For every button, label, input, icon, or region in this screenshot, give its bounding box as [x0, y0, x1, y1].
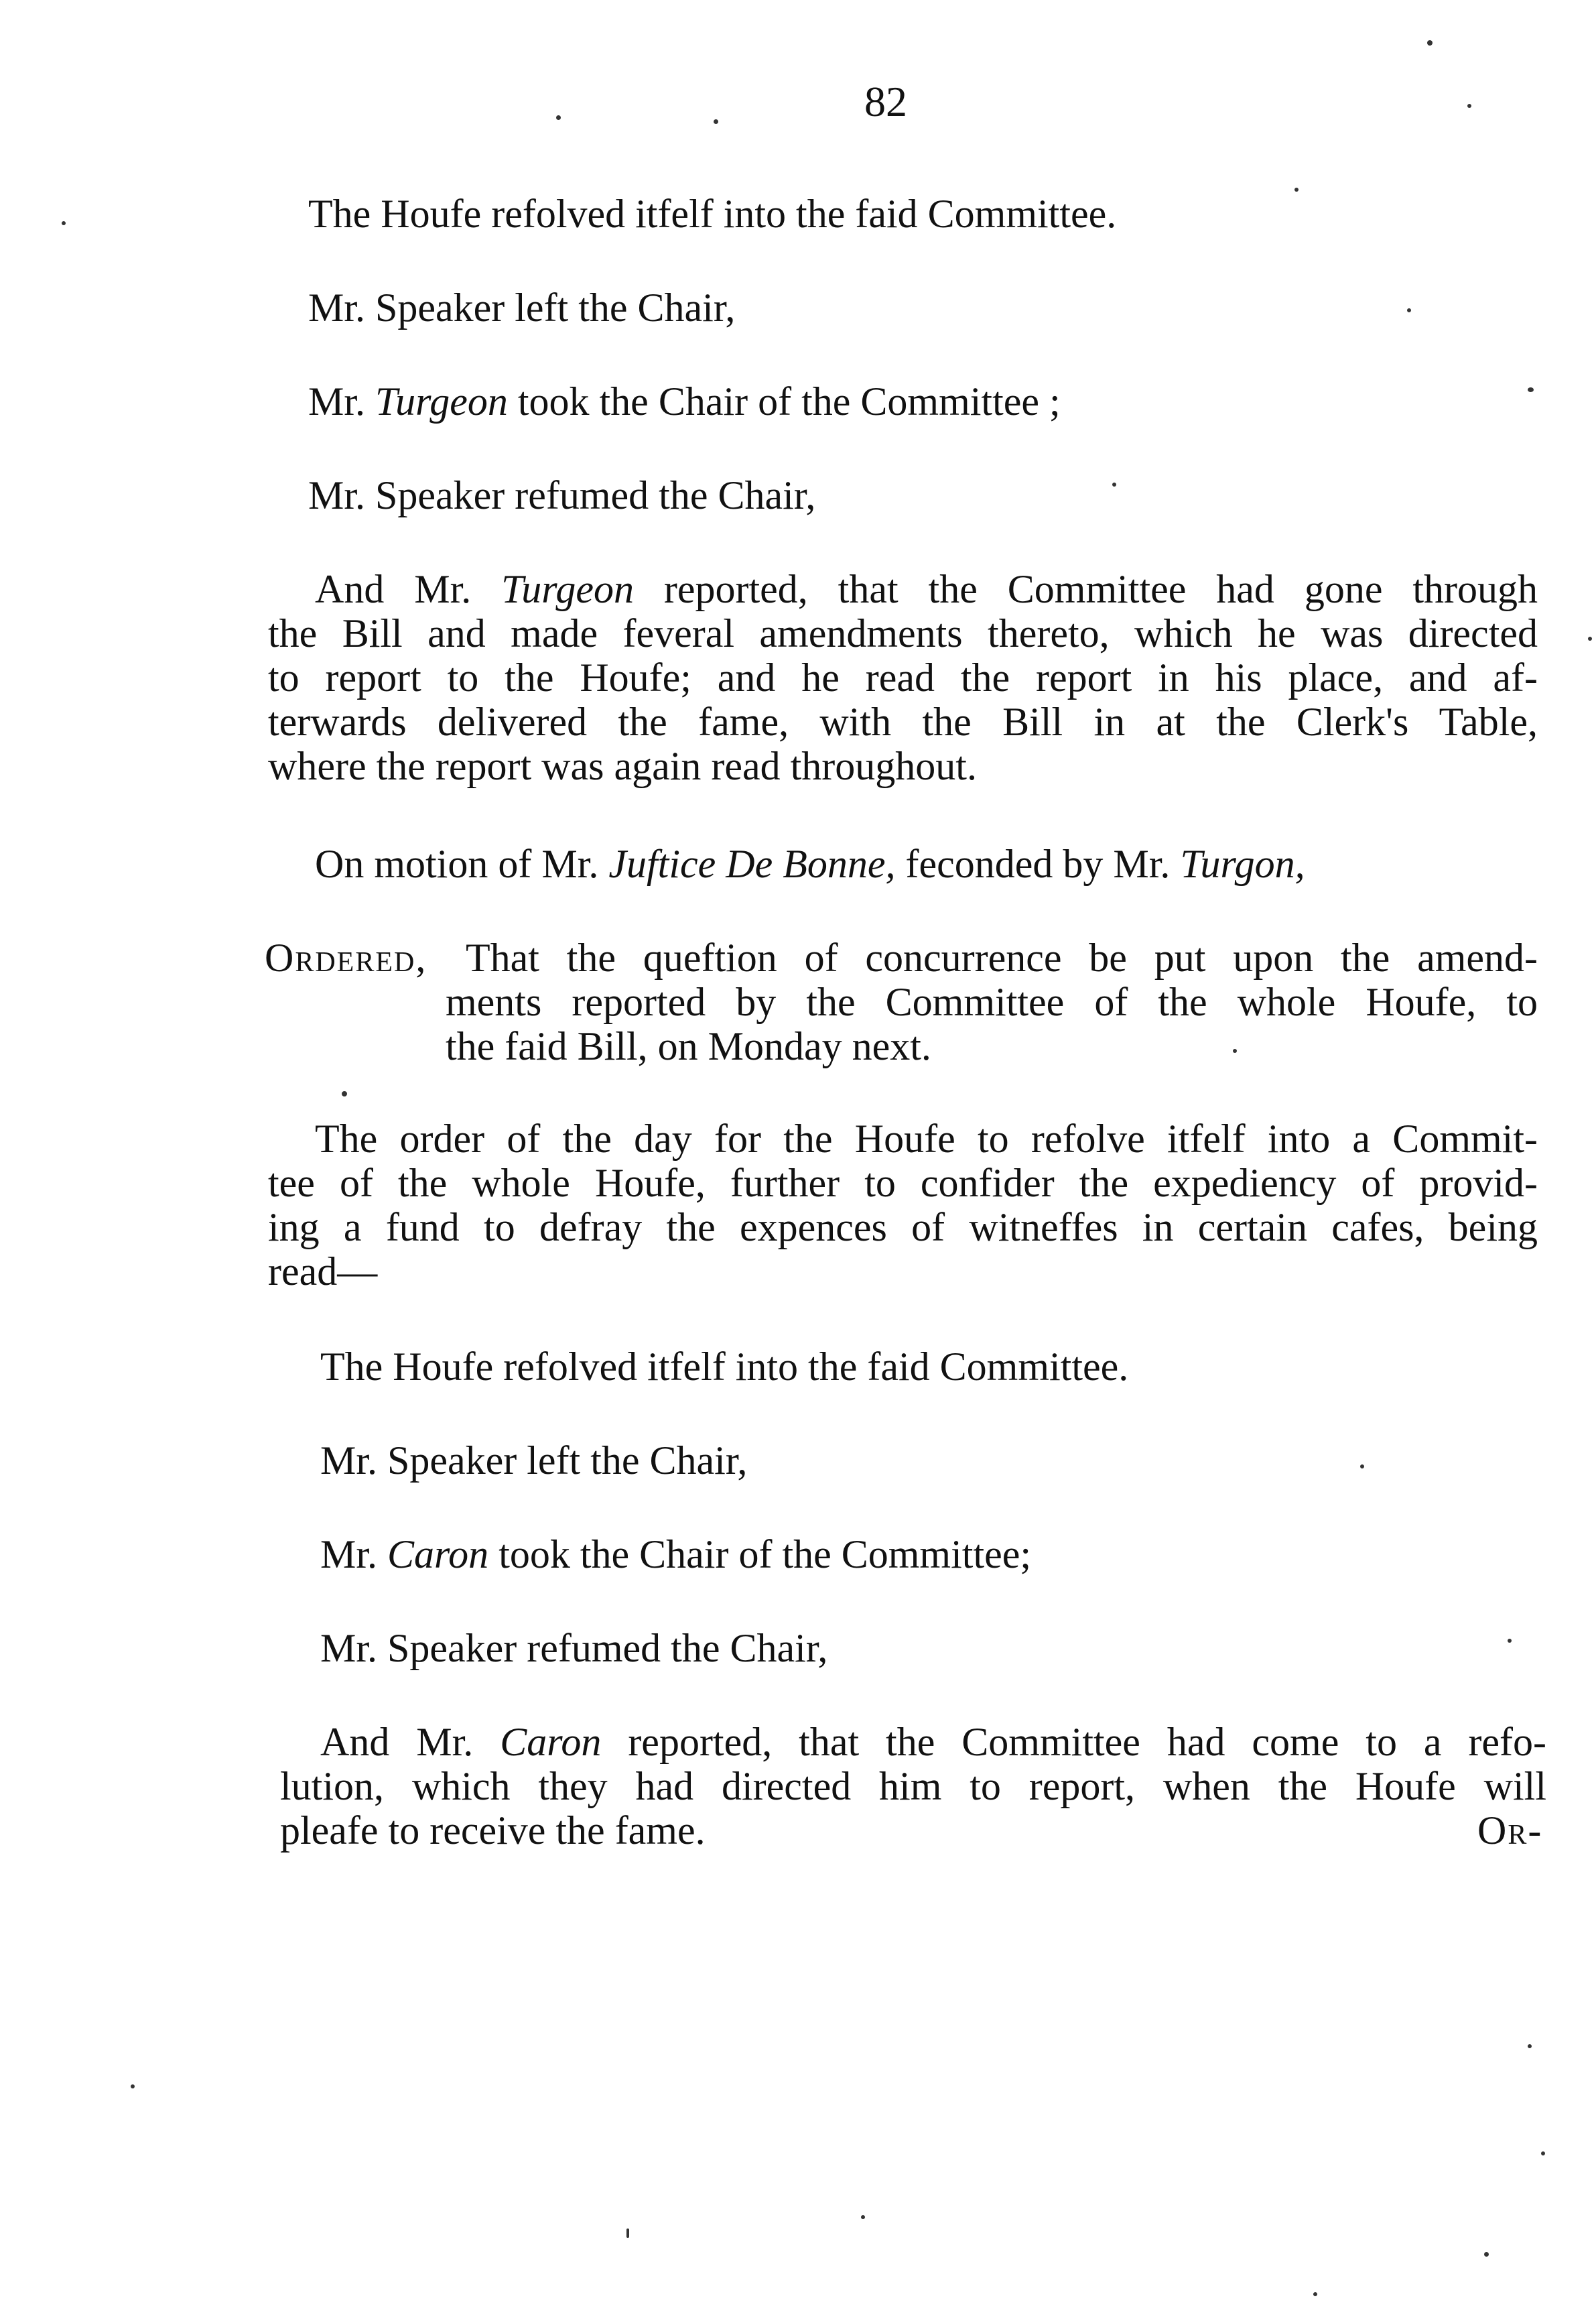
order-line-4: read— [268, 1249, 378, 1294]
paragraph-caron-report [280, 1720, 1546, 1853]
name-turgeon: Turgeon [501, 567, 634, 611]
scan-speck [1484, 2252, 1489, 2257]
paragraph-house-resolved: The Houfe refolved itfelf into the faid Committee. [308, 192, 1117, 236]
paragraph-speaker-resumed-2: Mr. Speaker refumed the Chair, [320, 1626, 828, 1670]
text-on-motion: On motion of Mr. [315, 842, 599, 886]
scan-speck [1528, 387, 1534, 392]
text-mr: Mr. [320, 1532, 378, 1576]
name-justice-de-bonne: Juftice De Bonne, [608, 842, 896, 886]
text-reported: reported, that the Committee had come to a refo- [628, 1720, 1547, 1764]
report-line-5: where the report was again read throughout. [268, 744, 977, 788]
paragraph-motion [315, 842, 1305, 886]
order-line-1: The order of the day for the Houfe to refolve itfelf into a Commit- [315, 1117, 1538, 1161]
text-seconded: feconded by Mr. [905, 842, 1171, 886]
paragraph-speaker-left: Mr. Speaker left the Chair, [308, 286, 736, 330]
order-line-2: tee of the whole Houfe, further to confider the expediency of provid- [268, 1161, 1538, 1205]
text-took-chair: took the Chair of the Committee ; [517, 379, 1061, 424]
scan-speck [62, 221, 66, 225]
report-line-4: terwards delivered the fame, with the Bill in at the Clerk's Table, [268, 700, 1538, 744]
scan-speck [342, 1091, 347, 1096]
paragraph-order-of-day [268, 1117, 1538, 1294]
text-reported: reported, that the Committee had gone through [663, 567, 1538, 611]
scan-speck [1233, 1049, 1237, 1053]
scan-speck [1313, 2292, 1317, 2296]
scan-speck [714, 119, 718, 124]
scan-speck [1427, 40, 1433, 46]
scan-speck [1294, 188, 1299, 192]
caron-line-2: lution, which they had directed him to report, when the Houfe will [280, 1764, 1546, 1808]
paragraph-ordered [446, 936, 1538, 1068]
report-line-3: to report to the Houfe; and he read the report in his place, and af- [268, 655, 1538, 700]
name-caron: Caron [387, 1532, 489, 1576]
scan-speck [626, 2229, 629, 2238]
page-number: 82 [864, 78, 907, 125]
caron-line-1 [280, 1720, 1546, 1764]
text-took-chair: took the Chair of the Committee; [498, 1532, 1032, 1576]
ordered-line-1: That the queftion of concurrence be put upon the amend- [466, 936, 1538, 980]
caron-line-3: pleafe to receive the fame. [280, 1808, 706, 1853]
ordered-line-3: the faid Bill, on Monday next. [446, 1024, 931, 1068]
scan-speck [556, 115, 561, 120]
ordered-label: Ordered, [265, 936, 427, 980]
name-caron: Caron [500, 1720, 602, 1764]
paragraph-speaker-left-2: Mr. Speaker left the Chair, [320, 1438, 748, 1483]
text-and-mr: And Mr. [320, 1720, 474, 1764]
scan-speck [861, 2215, 865, 2219]
order-line-3: ing a fund to defray the expences of witneffes in certain cafes, being [268, 1205, 1538, 1249]
name-turgon: Turgon, [1180, 842, 1305, 886]
scan-speck [131, 2084, 135, 2088]
paragraph-house-resolved-2: The Houfe refolved itfelf into the faid Committee. [320, 1344, 1129, 1389]
report-line-1 [268, 567, 1538, 611]
text-and-mr: And Mr. [315, 567, 472, 611]
scan-speck [1112, 483, 1116, 487]
paragraph-speaker-resumed: Mr. Speaker refumed the Chair, [308, 473, 816, 517]
name-turgeon: Turgeon [375, 379, 508, 424]
scan-speck [1588, 637, 1592, 641]
scan-speck [1508, 1639, 1512, 1643]
ordered-line-2: ments reported by the Committee of the whole Houfe, to [446, 980, 1538, 1024]
scan-speck [1541, 2151, 1545, 2155]
scan-speck [1528, 2044, 1532, 2048]
report-line-2: the Bill and made feveral amendments thereto, which he was directed [268, 611, 1538, 655]
scan-speck [1467, 104, 1471, 108]
paragraph-chair-taken [308, 379, 1061, 424]
scan-speck [1360, 1464, 1364, 1468]
paragraph-chair-taken-2 [320, 1532, 1031, 1576]
text-mr: Mr. [308, 379, 366, 424]
catchword: Or- [1477, 1808, 1543, 1853]
paragraph-turgeon-report [268, 567, 1538, 788]
scan-speck [1407, 308, 1411, 312]
